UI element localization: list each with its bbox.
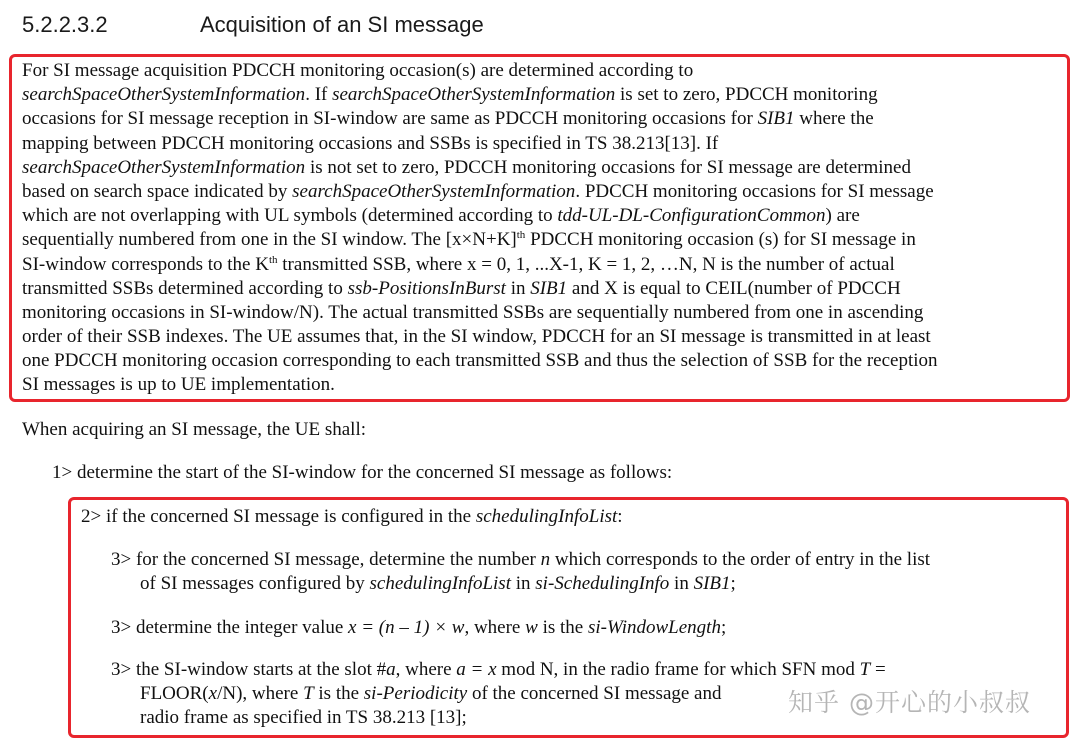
intro-text: When acquiring an SI message, the UE shall: [22, 419, 367, 440]
step-2: 2> if the concerned SI message is configured in the schedulingInfoList: [81, 506, 623, 527]
watermark: 知乎 @开心的小叔叔 [788, 688, 1031, 717]
paragraph-line: searchSpaceOtherSystemInformation. If searchSpaceOtherSystemInformation is set to zero, PDCCH monitoring [22, 84, 878, 106]
step-3b: 3> determine the integer value x = (n – 1) × w, where w is the si-WindowLength; [111, 617, 727, 638]
paragraph-line: order of their SSB indexes. The UE assumes that, in the SI window, PDCCH for an SI message is transmitted in at least [22, 326, 931, 348]
section-heading [22, 12, 822, 38]
paragraph-line: one PDCCH monitoring occasion corresponding to each transmitted SSB and thus the selection of SSB for the reception [22, 350, 938, 372]
paragraph-line: monitoring occasions in SI-window/N). The actual transmitted SSBs are sequentially numbered from one in ascending [22, 301, 924, 323]
si-acquisition-paragraph [22, 59, 1062, 398]
paragraph-line: SI-window corresponds to the $K^{th}$ transmitted SSB, where x = 0, 1, ...X-1, K = 1, 2, …N, N is the number of actual [22, 253, 895, 275]
step-3a-line2: of SI messages configured by schedulingInfoList in si-SchedulingInfo in SIB1; [140, 573, 736, 594]
paragraph-line: sequentially numbered from one in the SI window. The $[x\times N+K]^{th}$ PDCCH monitoring occasion (s) for SI message in [22, 229, 916, 251]
paragraph-line: searchSpaceOtherSystemInformation is not set to zero, PDCCH monitoring occasions for SI message are determined [22, 156, 911, 178]
paragraph-line: based on search space indicated by searchSpaceOtherSystemInformation. PDCCH monitoring occasions for SI message [22, 180, 934, 202]
section-number: 5.2.2.3.2 [22, 12, 108, 37]
step-3a-line1: 3> for the concerned SI message, determine the number n which corresponds to the order of entry in the list [111, 549, 931, 570]
paragraph-line: which are not overlapping with UL symbols (determined according to tdd-UL-DL-ConfigurationCommon) are [22, 205, 860, 227]
step-3c-line3: radio frame as specified in TS 38.213 [13]; [140, 707, 467, 728]
step-3c-line1: 3> the SI-window starts at the slot #a, where a = x mod N, in the radio frame for which SFN mod T = [111, 659, 886, 680]
step-3c-line2: FLOOR(x/N), where T is the si-Periodicity of the concerned SI message and [140, 683, 722, 704]
paragraph-line: For SI message acquisition PDCCH monitoring occasion(s) are determined according to [22, 60, 694, 81]
section-title: Acquisition of an SI message [200, 12, 484, 37]
paragraph-line: SI messages is up to UE implementation. [22, 374, 335, 396]
paragraph-line: transmitted SSBs determined according to ssb-PositionsInBurst in SIB1 and X is equal to CEIL(number of PDCCH [22, 277, 901, 299]
step-1: 1> determine the start of the SI-window for the concerned SI message as follows: [52, 462, 673, 483]
paragraph-line: occasions for SI message reception in SI-window are same as PDCCH monitoring occasions for SIB1 where the [22, 108, 874, 130]
paragraph-line: mapping between PDCCH monitoring occasions and SSBs is specified in TS 38.213[13]. If [22, 132, 719, 154]
